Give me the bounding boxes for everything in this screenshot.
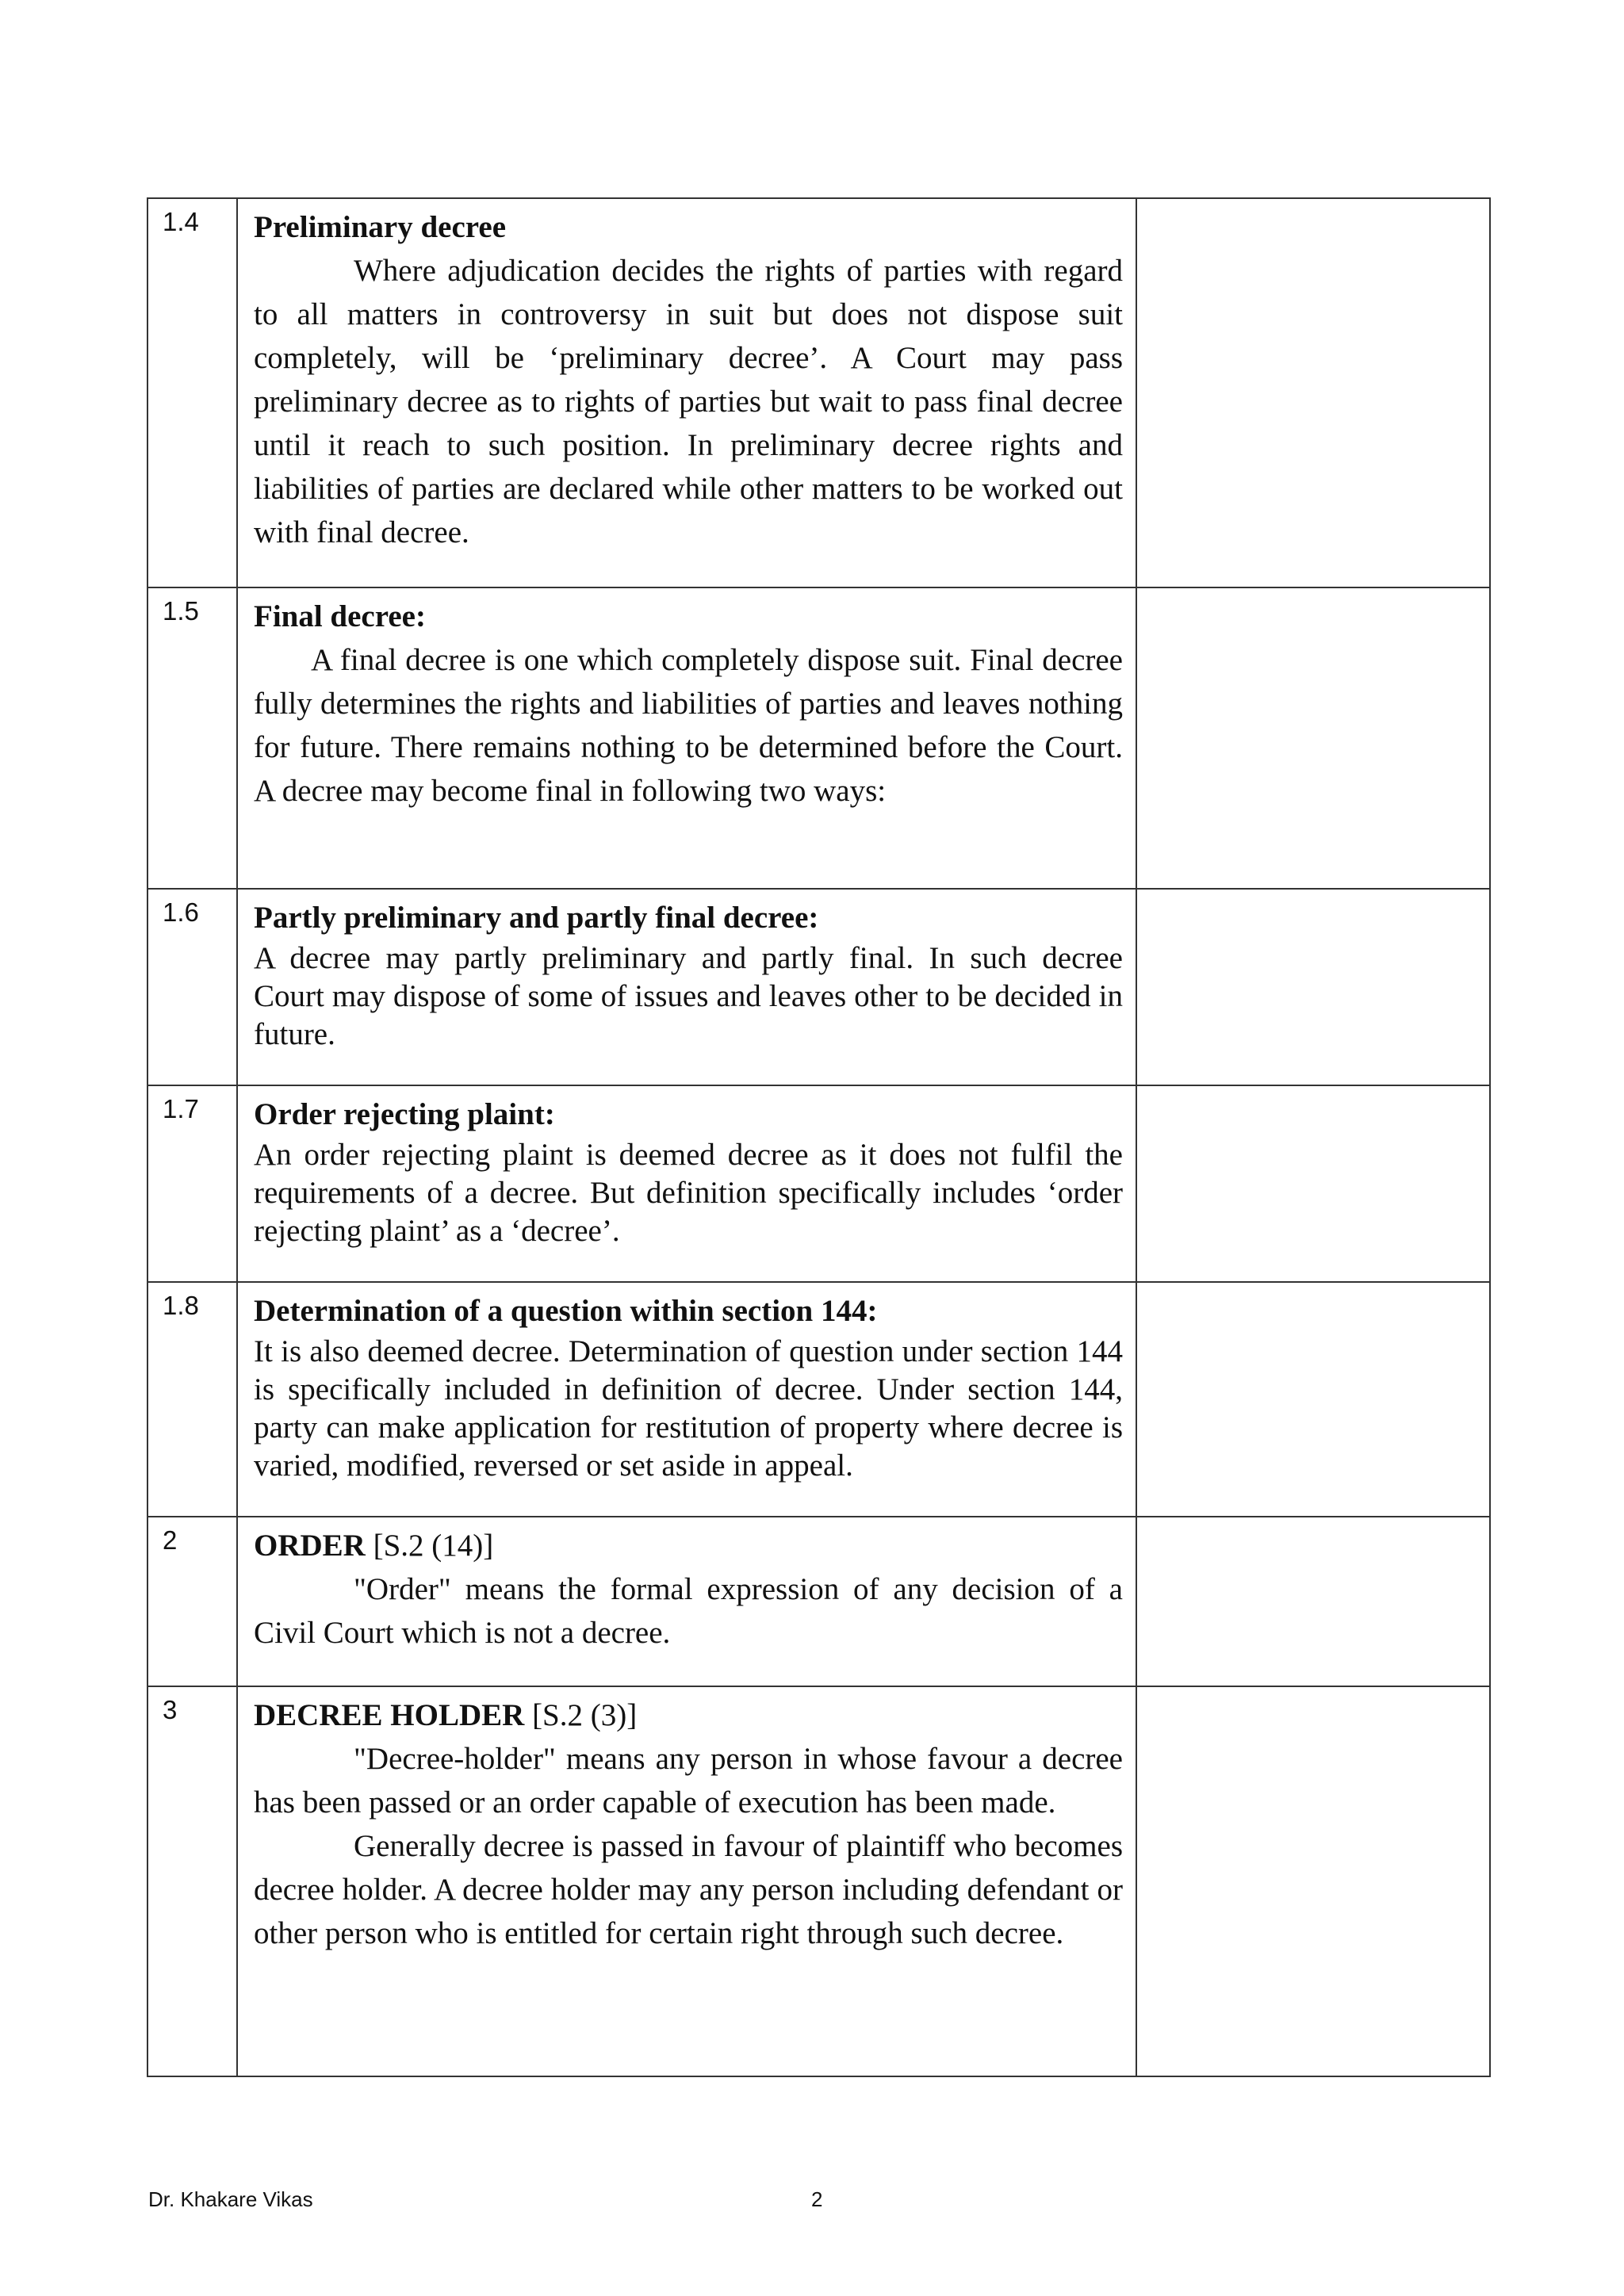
notes-cell bbox=[1136, 1686, 1490, 2076]
row-number: 1.7 bbox=[147, 1085, 237, 1282]
row-heading bbox=[254, 1524, 1123, 1567]
row-title: ORDER bbox=[254, 1529, 366, 1563]
row-content bbox=[237, 1686, 1136, 2076]
table-row bbox=[147, 1282, 1490, 1517]
row-title: Preliminary decree bbox=[254, 210, 507, 244]
table-row bbox=[147, 198, 1490, 587]
row-paragraph: An order rejecting plaint is deemed decree as it does not fulfil the requirements of a decree. But definition specifically includes ‘order rejecting plaint’ as a ‘decree’. bbox=[254, 1138, 1123, 1248]
notes-cell bbox=[1136, 1282, 1490, 1517]
notes-cell bbox=[1136, 198, 1490, 587]
footer-author: Dr. Khakare Vikas bbox=[148, 2187, 313, 2211]
row-content bbox=[237, 1085, 1136, 1282]
row-title: DECREE HOLDER bbox=[254, 1698, 525, 1732]
row-title: Final decree: bbox=[254, 599, 426, 633]
row-content bbox=[237, 198, 1136, 587]
section-reference: [S.2 (3)] bbox=[532, 1698, 638, 1732]
row-content bbox=[237, 1282, 1136, 1517]
row-number: 2 bbox=[147, 1517, 237, 1686]
page-number: 2 bbox=[811, 2187, 823, 2211]
row-content bbox=[237, 587, 1136, 889]
row-content bbox=[237, 1517, 1136, 1686]
row-title: Partly preliminary and partly final decree: bbox=[254, 901, 819, 935]
row-title: Determination of a question within section 144: bbox=[254, 1294, 878, 1328]
notes-cell bbox=[1136, 889, 1490, 1085]
row-number: 3 bbox=[147, 1686, 237, 2076]
row-paragraph: A final decree is one which completely dispose suit. Final decree fully determines the rights and liabilities of parties and leaves nothing for future. There remains nothing to be determined before the Court. A decree may become final in following two ways: bbox=[254, 643, 1123, 808]
notes-cell bbox=[1136, 1085, 1490, 1282]
row-paragraph: "Order" means the formal expression of any decision of a Civil Court which is not a decree. bbox=[254, 1572, 1123, 1650]
row-number: 1.6 bbox=[147, 889, 237, 1085]
table-row bbox=[147, 889, 1490, 1085]
row-paragraph: "Decree-holder" means any person in whose favour a decree has been passed or an order capable of execution has been made. bbox=[254, 1742, 1123, 1820]
definitions-table bbox=[147, 197, 1491, 2077]
row-heading bbox=[254, 1693, 1123, 1737]
table-row bbox=[147, 1686, 1490, 2076]
row-paragraph: It is also deemed decree. Determination of question under section 144 is specifically included in definition of decree. Under section 144, party can make application for restitution of property where decree is varied, modified, reversed or set aside in appeal. bbox=[254, 1334, 1123, 1483]
row-paragraph: Where adjudication decides the rights of parties with regard to all matters in controversy in suit but does not dispose suit completely, will be ‘preliminary decree’. A Court may pass preliminary decree as to rights of parties but wait to pass final decree until it reach to such position. In preliminary decree rights and liabilities of parties are declared while other matters to be worked out with final decree. bbox=[254, 254, 1123, 549]
row-paragraph: A decree may partly preliminary and partly final. In such decree Court may dispose of some of issues and leaves other to be decided in future. bbox=[254, 941, 1123, 1051]
row-paragraph: Generally decree is passed in favour of plaintiff who becomes decree holder. A decree holder may any person including defendant or other person who is entitled for certain right through such decree. bbox=[254, 1829, 1123, 1950]
notes-cell bbox=[1136, 587, 1490, 889]
row-title: Order rejecting plaint: bbox=[254, 1097, 555, 1131]
section-reference: [S.2 (14)] bbox=[373, 1529, 494, 1563]
row-number: 1.5 bbox=[147, 587, 237, 889]
notes-cell bbox=[1136, 1517, 1490, 1686]
table-row bbox=[147, 587, 1490, 889]
table-row bbox=[147, 1085, 1490, 1282]
row-content bbox=[237, 889, 1136, 1085]
row-number: 1.4 bbox=[147, 198, 237, 587]
row-number: 1.8 bbox=[147, 1282, 237, 1517]
table-row bbox=[147, 1517, 1490, 1686]
